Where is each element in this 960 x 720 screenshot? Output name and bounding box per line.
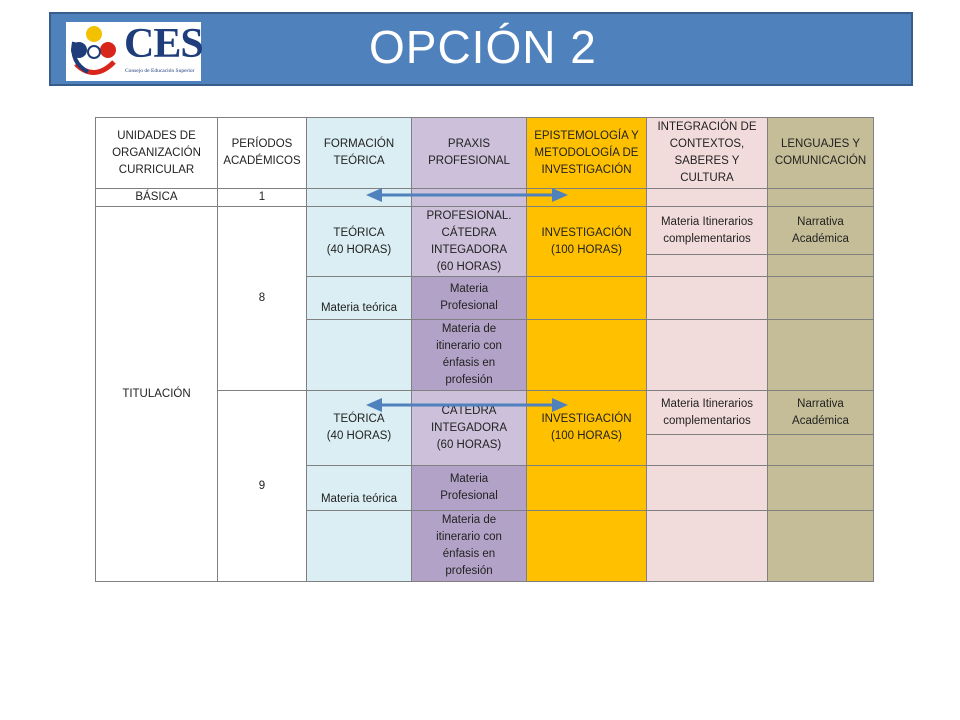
ces-emblem-icon [66,22,122,81]
b8-narrativa: Narrativa Académica [767,206,874,255]
basica-period: 1 [217,188,307,207]
logo-wordmark: CES [124,21,203,67]
period-9: 9 [217,390,307,582]
b9-itinerarios: Materia Itinerarios complementarios [646,390,768,435]
b8-teorica-row3 [306,319,412,391]
b8-materia-teorica: Materia teórica [306,276,412,320]
basica-lenguajes [767,188,874,207]
page-title: OPCIÓN 2 [369,21,597,73]
basica-praxis [411,188,527,207]
b9-investigacion: INVESTIGACIÓN (100 HORAS) [526,390,647,466]
b8-integracion-row3 [646,319,768,391]
b9-teorica: TEÓRICA (40 HORAS) [306,390,412,466]
b9-materia-profesional: Materia Profesional [411,465,527,511]
header-formacion-teorica: FORMACIÓN TEÓRICA [306,117,412,189]
b9-investigacion-row3 [526,510,647,582]
header-praxis-profesional: PRAXIS PROFESIONAL [411,117,527,189]
b9-integracion-empty [646,434,768,466]
header-lenguajes: LENGUAJES Y COMUNICACIÓN [767,117,874,189]
b8-praxis: PROFESIONAL. CÁTEDRA INTEGADORA (60 HORAS) [411,206,527,277]
b8-integracion-empty [646,254,768,277]
header-unidades: UNIDADES DE ORGANIZACIÓN CURRICULAR [95,117,218,189]
b9-integracion-row2 [646,465,768,511]
b9-narrativa: Narrativa Académica [767,390,874,435]
b8-materia-profesional: Materia Profesional [411,276,527,320]
b8-teorica: TEÓRICA (40 HORAS) [306,206,412,277]
logo-subtitle: Consejo de Educación Superior [125,68,195,74]
b8-materia-itinerario: Materia de itinerario con énfasis en profesión [411,319,527,391]
ces-logo [66,22,201,81]
b8-lenguajes-row3 [767,319,874,391]
b9-investigacion-row2 [526,465,647,511]
b8-itinerarios: Materia Itinerarios complementarios [646,206,768,255]
basica-unit: BÁSICA [95,188,218,207]
b8-investigacion-row2 [526,276,647,320]
b9-lenguajes-row3 [767,510,874,582]
basica-integracion [646,188,768,207]
b9-lenguajes-row2 [767,465,874,511]
header-periodos: PERÍODOS ACADÉMICOS [217,117,307,189]
header-epistemologia: EPISTEMOLOGÍA Y METODOLOGÍA DE INVESTIGACIÓN [526,117,647,189]
b9-materia-teorica: Materia teórica [306,465,412,511]
b8-integracion-row2 [646,276,768,320]
basica-investigacion [526,188,647,207]
b9-praxis: CÁTEDRA INTEGADORA (60 HORAS) [411,390,527,466]
b9-teorica-row3 [306,510,412,582]
basica-teorica [306,188,412,207]
b8-lenguajes-row2 [767,276,874,320]
title-banner [49,12,913,86]
header-integracion: INTEGRACIÓN DE CONTEXTOS, SABERES Y CULTURA [646,117,768,189]
b8-investigacion: INVESTIGACIÓN (100 HORAS) [526,206,647,277]
b9-lenguajes-empty [767,434,874,466]
b8-investigacion-row3 [526,319,647,391]
b9-integracion-row3 [646,510,768,582]
titulacion-unit: TITULACIÓN [95,206,218,582]
period-8: 8 [217,206,307,391]
b9-materia-itinerario: Materia de itinerario con énfasis en profesión [411,510,527,582]
b8-lenguajes-empty [767,254,874,277]
